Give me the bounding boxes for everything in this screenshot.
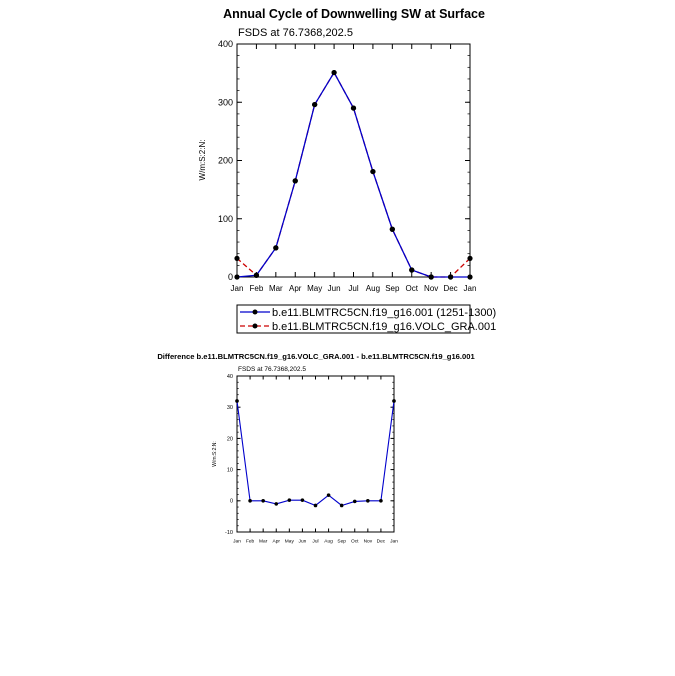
- chart1-series-2-point: [467, 256, 472, 261]
- chart2-xtick-label: Jan: [390, 539, 398, 545]
- chart1-series-1-point: [351, 105, 356, 110]
- chart1-series-1-point: [409, 267, 414, 272]
- chart1-ytick-label: 200: [217, 155, 233, 166]
- chart1-xtick-label: Aug: [365, 284, 381, 293]
- chart2-xtick-label: Jan: [233, 539, 241, 545]
- chart2-xtick-label: Mar: [259, 539, 268, 545]
- chart2-ytick-label: -10: [225, 529, 233, 536]
- chart1-series-1-point: [370, 169, 375, 174]
- chart1-xtick-label: Mar: [268, 284, 283, 293]
- chart2-series-1-point: [314, 504, 318, 508]
- chart2-subtitle: FSDS at 76.7368,202.5: [238, 366, 306, 373]
- chart2-xtick-label: Jul: [312, 539, 319, 545]
- chart1-series-1-point: [254, 273, 259, 278]
- chart2-series-1-point: [274, 502, 278, 506]
- chart1-series-1-point: [312, 102, 317, 107]
- chart1-subtitle: FSDS at 76.7368,202.5: [238, 27, 353, 39]
- annual-cycle-chart: [198, 7, 496, 333]
- chart2-xtick-label: Apr: [272, 539, 280, 545]
- chart2-plot-frame: [237, 376, 394, 532]
- chart2-series-1-point: [340, 504, 344, 508]
- chart1-series-1-point: [234, 274, 239, 279]
- chart2-xtick-label: Dec: [376, 539, 386, 545]
- chart1-series-1-point: [331, 70, 336, 75]
- chart1-xtick-label: May: [307, 284, 323, 293]
- chart2-xtick-label: Feb: [245, 539, 255, 545]
- chart1-xtick-label: Jan: [230, 284, 244, 293]
- chart1-xtick-label: Jul: [348, 284, 359, 293]
- chart1-xtick-label: Dec: [443, 284, 458, 293]
- chart2-series-1-point: [366, 499, 370, 503]
- chart1-xtick-label: Feb: [249, 284, 264, 293]
- chart2-series-1-point: [288, 498, 292, 502]
- chart2-series-1-point: [327, 493, 331, 497]
- chart1-series-1-point: [448, 274, 453, 279]
- chart2-xtick-label: Nov: [363, 539, 373, 545]
- chart2-xtick-label: Aug: [324, 539, 333, 545]
- chart2-title: Difference b.e11.BLMTRC5CN.f19_g16.VOLC_GRA.001 - b.e11.BLMTRC5CN.f19_g16.001: [157, 352, 475, 361]
- chart2-ytick-label: 20: [226, 436, 233, 443]
- chart2-y-axis-label: W/m:S:2:N:: [212, 441, 218, 467]
- difference-chart: [157, 352, 475, 545]
- chart2-xtick-label: Jun: [298, 539, 307, 545]
- chart2-series-1-point: [353, 500, 357, 504]
- chart1-ytick-label: 300: [217, 97, 233, 108]
- chart2-series-1-point: [301, 498, 305, 502]
- legend-swatch-marker-1: [253, 310, 258, 315]
- chart1-ytick-label: 0: [227, 272, 233, 283]
- chart1-legend: [237, 305, 496, 333]
- chart2-series-1-point: [379, 499, 383, 503]
- chart1-ytick-label: 400: [217, 39, 233, 50]
- chart2-series-1-point: [261, 499, 265, 503]
- chart1-xtick-label: Oct: [405, 284, 418, 293]
- chart1-xtick-label: Jan: [463, 284, 477, 293]
- chart1-xtick-label: Jun: [327, 284, 341, 293]
- chart2-ytick-label: 30: [226, 405, 233, 412]
- chart2-series-1-point: [392, 399, 396, 403]
- chart2-ytick-label: 0: [229, 498, 233, 505]
- chart1-ytick-label: 100: [217, 213, 233, 224]
- chart1-series-line-2: [237, 73, 470, 277]
- chart2-ytick-label: 40: [226, 373, 233, 380]
- chart1-y-axis-label: W/m:S:2:N:: [198, 139, 207, 181]
- chart1-series-1-point: [467, 274, 472, 279]
- chart2-xtick-label: Oct: [351, 539, 359, 545]
- chart2-series-line-1: [237, 401, 394, 506]
- chart1-series-1-point: [293, 178, 298, 183]
- chart1-series-2-point: [234, 256, 239, 261]
- chart1-series-1-point: [429, 274, 434, 279]
- legend-entry-2: b.e11.BLMTRC5CN.f19_g16.VOLC_GRA.001: [272, 321, 497, 333]
- legend-entry-1: b.e11.BLMTRC5CN.f19_g16.001 (1251-1300): [272, 307, 497, 319]
- chart2-xtick-label: Sep: [337, 539, 346, 545]
- chart1-xtick-label: Sep: [385, 284, 400, 293]
- legend-swatch-marker-2: [253, 324, 258, 329]
- chart2-series-1-point: [248, 499, 252, 503]
- chart1-series-line-1: [237, 73, 470, 277]
- chart1-xtick-label: Apr: [289, 284, 302, 293]
- chart1-series-1-point: [390, 227, 395, 232]
- chart2-xtick-label: May: [284, 539, 294, 545]
- chart1-title: Annual Cycle of Downwelling SW at Surface: [223, 7, 485, 21]
- chart1-plot-frame: [237, 44, 470, 277]
- chart2-series-1-point: [235, 399, 239, 403]
- chart1-xtick-label: Nov: [424, 284, 439, 293]
- chart2-ytick-label: 10: [226, 467, 233, 474]
- chart1-series-1-point: [273, 245, 278, 250]
